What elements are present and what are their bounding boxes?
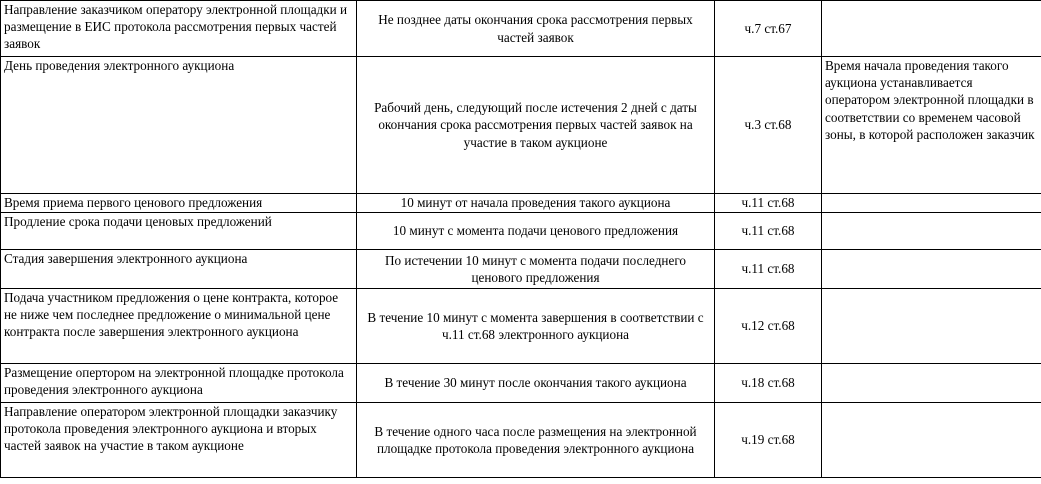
stage-cell: Направление оператором электронной площадки заказчику протокола проведения электронного аукциона и вторых частей заявок на участие в таком аукционе [1, 403, 357, 478]
table-row [1, 289, 1041, 364]
stage-cell: Время приема первого ценового предложения [1, 194, 357, 213]
law-reference-cell: ч.18 ст.68 [715, 364, 822, 403]
stage-cell: Стадия завершения электронного аукциона [1, 250, 357, 289]
term-cell: 10 минут с момента подачи ценового предложения [357, 213, 715, 250]
stage-cell: День проведения электронного аукциона [1, 57, 357, 194]
table-row [1, 364, 1041, 403]
note-cell [822, 213, 1041, 250]
law-reference-cell: ч.12 ст.68 [715, 289, 822, 364]
table-row [1, 250, 1041, 289]
term-cell: Рабочий день, следующий после истечения 2 дней с даты окончания срока рассмотрения первых частей заявок на участие в таком аукционе [357, 57, 715, 194]
note-cell [822, 194, 1041, 213]
note-cell [822, 1, 1041, 57]
term-cell: Не позднее даты окончания срока рассмотрения первых частей заявок [357, 1, 715, 57]
stage-cell: Размещение опертором на электронной площадке протокола проведения электронного аукциона [1, 364, 357, 403]
table-row [1, 403, 1041, 478]
law-reference-cell: ч.19 ст.68 [715, 403, 822, 478]
note-cell [822, 289, 1041, 364]
law-reference-cell: ч.3 ст.68 [715, 57, 822, 194]
stage-cell: Направление заказчиком оператору электронной площадки и размещение в ЕИС протокола рассмотрения первых частей заявок [1, 1, 357, 57]
note-cell [822, 403, 1041, 478]
note-cell: Время начала проведения такого аукциона устанавливается оператором электронной площадки в соответствии со временем часовой зоны, в которой расположен заказчик [822, 57, 1041, 194]
term-cell: По истечении 10 минут с момента подачи последнего ценового предложения [357, 250, 715, 289]
table-row [1, 194, 1041, 213]
table-row [1, 213, 1041, 250]
stage-cell: Подача участником предложения о цене контракта, которое не ниже чем последнее предложение о минимальной цене контракта после завершения электронного аукциона [1, 289, 357, 364]
law-reference-cell: ч.11 ст.68 [715, 194, 822, 213]
term-cell: В течение 30 минут после окончания такого аукциона [357, 364, 715, 403]
stage-cell: Продление срока подачи ценовых предложений [1, 213, 357, 250]
law-reference-cell: ч.11 ст.68 [715, 250, 822, 289]
law-reference-cell: ч.11 ст.68 [715, 213, 822, 250]
law-reference-cell: ч.7 ст.67 [715, 1, 822, 57]
note-cell [822, 364, 1041, 403]
term-cell: В течение 10 минут с момента завершения в соответствии с ч.11 ст.68 электронного аукциона [357, 289, 715, 364]
table-row [1, 1, 1041, 57]
term-cell: В течение одного часа после размещения на электронной площадке протокола проведения электронного аукциона [357, 403, 715, 478]
term-cell: 10 минут от начала проведения такого аукциона [357, 194, 715, 213]
table-row [1, 57, 1041, 194]
note-cell [822, 250, 1041, 289]
